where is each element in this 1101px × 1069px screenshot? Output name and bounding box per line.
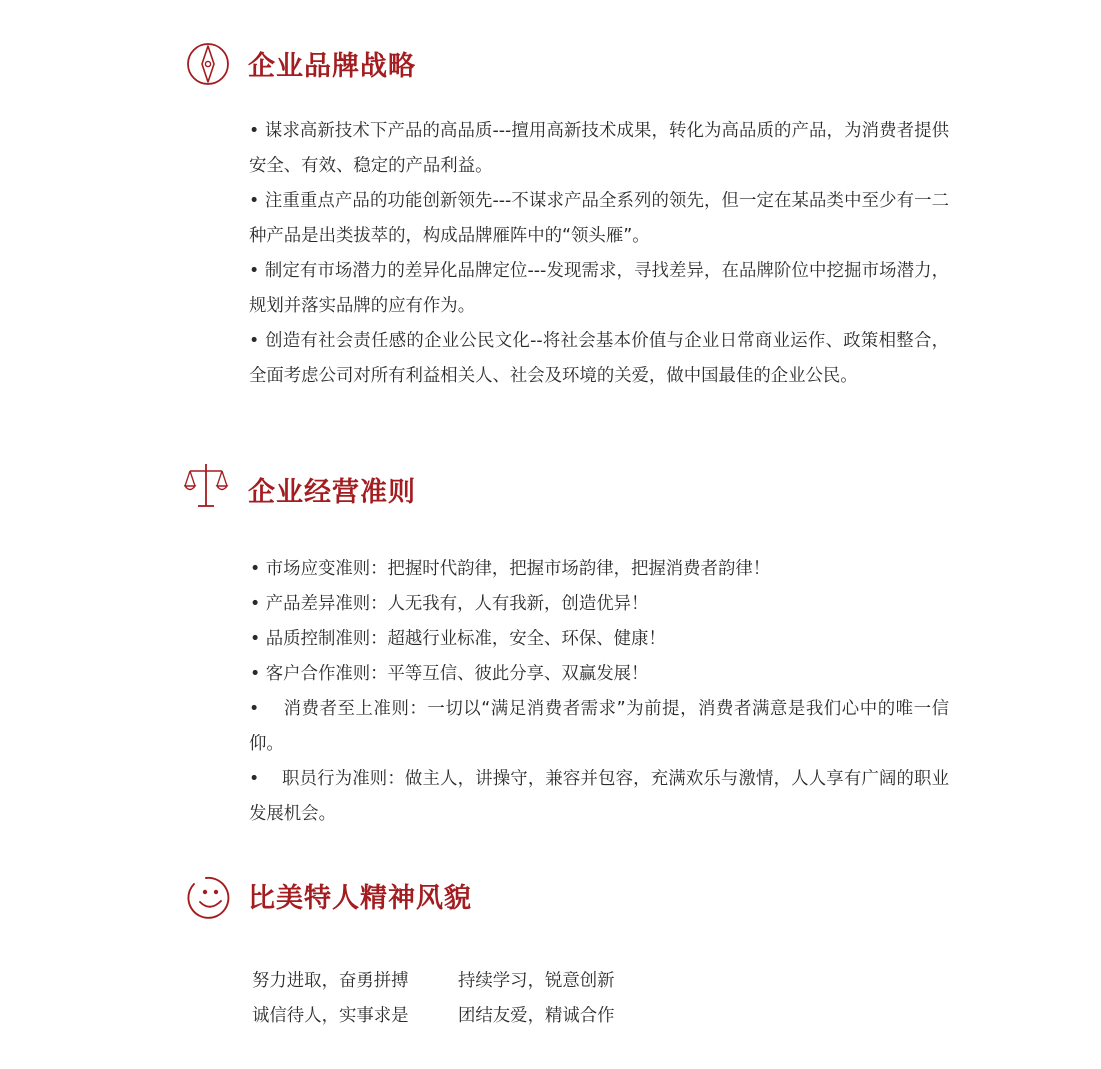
list-item: • 消费者至上准则：一切以“满足消费者需求”为前提，消费者满意是我们心中的唯一信仰。 — [249, 699, 949, 754]
list-item: • 客户合作准则：平等互信、彼此分享、双赢发展！ — [250, 664, 649, 684]
paragraph: • 谋求高新技术下产品的高品质---擅用高新技术成果，转化为高品质的产品，为消费者提供安全、有效、稳定的产品利益。 — [249, 121, 949, 176]
motto: 持续学习，锐意创新 — [458, 971, 615, 991]
motto: 努力进取，奋勇拼搏 — [252, 971, 409, 991]
compass-icon — [184, 40, 234, 90]
section-title: 比美特人精神风貌 — [248, 883, 472, 914]
section-title: 企业品牌战略 — [248, 51, 416, 82]
motto-row — [252, 999, 615, 1034]
list-item: • 品质控制准则：超越行业标准，安全、环保、健康！ — [250, 629, 666, 649]
motto: 团结友爱，精诚合作 — [458, 1006, 615, 1026]
list-item: • 市场应变准则：把握时代韵律，把握市场韵律，把握消费者韵律！ — [250, 559, 771, 579]
smiley-icon — [184, 872, 234, 922]
motto: 诚信待人，实事求是 — [252, 1006, 409, 1026]
paragraph: • 注重重点产品的功能创新领先---不谋求产品全系列的领先，但一定在某品类中至少有一二种产品是出类拔萃的，构成品牌雁阵中的“领头雁”。 — [249, 191, 949, 246]
list-item: • 产品差异准则：人无我有，人有我新，创造优异！ — [250, 594, 649, 614]
paragraph: • 创造有社会责任感的企业公民文化--将社会基本价值与企业日常商业运作、政策相整合，全面考虑公司对所有利益相关人、社会及环境的关爱，做中国最佳的企业公民。 — [249, 331, 949, 386]
scales-icon — [184, 462, 234, 512]
paragraph: • 制定有市场潜力的差异化品牌定位---发现需求，寻找差异，在品牌阶位中挖掘市场潜力，规划并落实品牌的应有作为。 — [249, 261, 949, 316]
motto-row — [252, 964, 615, 999]
section-title: 企业经营准则 — [248, 477, 416, 508]
list-item: • 职员行为准则：做主人，讲操守，兼容并包容，充满欢乐与激情，人人享有广阔的职业发展机会。 — [249, 769, 949, 824]
